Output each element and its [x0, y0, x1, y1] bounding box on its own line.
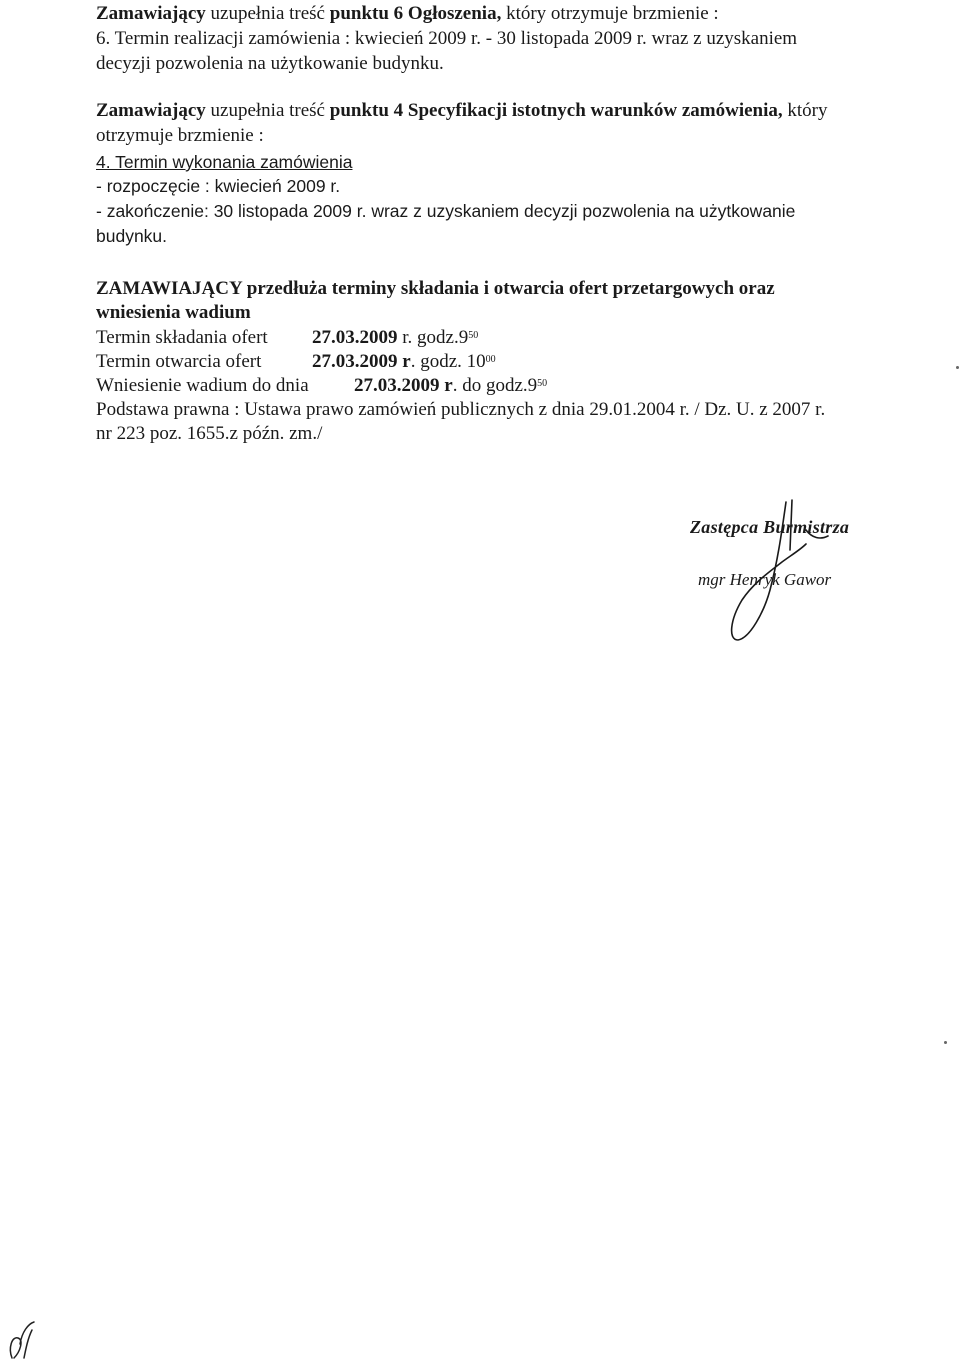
- paragraph-3-line-2: [96, 301, 251, 325]
- bold-party: Zamawiający: [96, 3, 206, 24]
- deadline-row-opening: [96, 350, 496, 374]
- minutes-sup: 50: [537, 378, 548, 389]
- paragraph-1-line-1: [96, 2, 719, 26]
- text: który otrzymuje brzmienie :: [501, 3, 719, 24]
- minutes-sup: 00: [485, 354, 496, 365]
- deadline-time: . godz. 10: [410, 351, 486, 372]
- deadline-row-deposit: [96, 374, 547, 398]
- signature-scribble-icon: [720, 490, 870, 650]
- paragraph-2-start: - rozpoczęcie : kwiecień 2009 r.: [96, 176, 341, 196]
- text: uzupełnia treść: [205, 3, 330, 24]
- paragraph-1-line-2: 6. Termin realizacji zamówienia : kwiecień 2009 r. - 30 listopada 2009 r. wraz z uzyskaniem: [96, 28, 798, 49]
- deadline-date: 27.03.2009 r: [354, 375, 453, 396]
- bold-text: wniesienia wadium: [96, 302, 251, 323]
- bold-text: przedłuża terminy składania i otwarcia ofert przetargowych oraz: [242, 278, 775, 299]
- deadline-date: 27.03.2009 r: [312, 351, 411, 372]
- scan-speck: [944, 1041, 947, 1044]
- paragraph-3-line-1: [96, 277, 775, 301]
- bold-section: punktu 4 Specyfikacji istotnych warunków zamówienia,: [329, 100, 783, 121]
- paragraph-2-line-1: [96, 99, 828, 123]
- paragraph-2-line-2: otrzymuje brzmienie :: [96, 125, 264, 146]
- deadline-time: . do godz.9: [452, 375, 538, 396]
- paragraph-2-end: - zakończenie: 30 listopada 2009 r. wraz z uzyskaniem decyzji pozwolenia na użytkowanie: [96, 201, 796, 221]
- deadline-date: 27.03.2009: [312, 327, 398, 348]
- paragraph-1-line-3: decyzji pozwolenia na użytkowanie budynku.: [96, 53, 444, 74]
- bold-party: ZAMAWIAJĄCY: [96, 278, 243, 299]
- handwritten-initials-icon: [4, 1318, 38, 1364]
- minutes-sup: 50: [468, 330, 479, 341]
- deadline-row-submission: [96, 326, 478, 350]
- text: który: [782, 100, 828, 121]
- deadline-label: Wniesienie wadium do dnia: [96, 375, 309, 396]
- paragraph-2-line-6: budynku.: [96, 226, 168, 246]
- deadline-time: r. godz.9: [397, 327, 469, 348]
- legal-basis-line-1: Podstawa prawna : Ustawa prawo zamówień publicznych z dnia 29.01.2004 r. / Dz. U. z 2007 r.: [96, 399, 826, 420]
- scan-speck: [956, 366, 959, 369]
- deadline-label: Termin otwarcia ofert: [96, 351, 262, 372]
- text: uzupełnia treść: [205, 100, 330, 121]
- legal-basis-line-2: nr 223 poz. 1655.z późn. zm./: [96, 423, 323, 444]
- bold-party: Zamawiający: [96, 100, 206, 121]
- bold-section: punktu 6 Ogłoszenia,: [329, 3, 502, 24]
- signature-title: Zastępca Burmistrza: [690, 517, 850, 537]
- deadline-label: Termin składania ofert: [96, 327, 268, 348]
- section-heading: 4. Termin wykonania zamówienia: [96, 152, 353, 172]
- signature-name: mgr Henryk Gawor: [698, 570, 832, 589]
